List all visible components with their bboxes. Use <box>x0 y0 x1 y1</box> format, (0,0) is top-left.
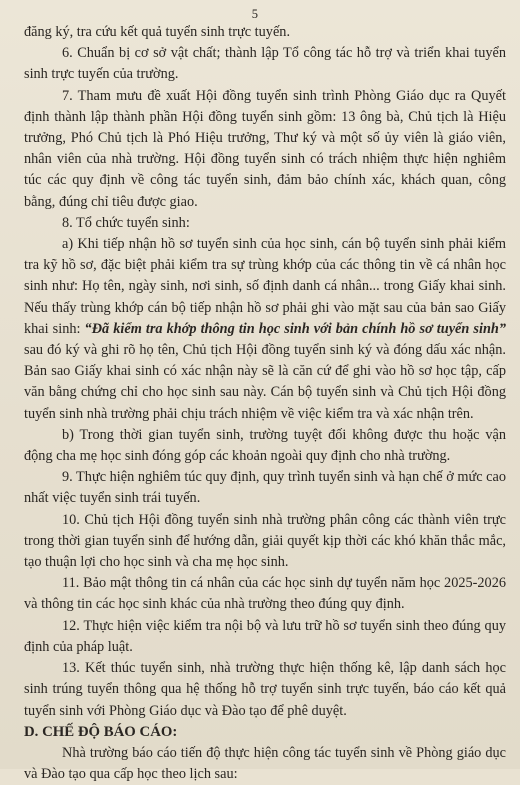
section-d-paragraph: Nhà trường báo cáo tiến độ thực hiện công tác tuyển sinh về Phòng giáo dục và Đào tạo qua cấp học theo lịch sau: <box>24 744 506 783</box>
page-number: 5 <box>251 7 258 21</box>
paragraph-item-12: 12. Thực hiện việc kiểm tra nội bộ và lưu trữ hồ sơ tuyển sinh theo đúng quy định của pháp luật. <box>24 617 506 655</box>
paragraph-item-8a-emphasis: “Đã kiểm tra khớp thông tin học sinh với bản chính hồ sơ tuyển sinh” <box>84 320 507 337</box>
paragraph-item-7: 7. Tham mưu đề xuất Hội đồng tuyển sinh trình Phòng Giáo dục ra Quyết định thành lập thành phần Hội đồng tuyển sinh gồm: 13 ông bà, Chủ tịch là Hiệu trưởng, Phó Chủ tịch là Phó Hiệu trưởng, Thư ký và một số ủy viên là giáo viên, nhân viên của nhà trường. Hội đồng tuyển sinh có trách nhiệm thực hiện nghiêm túc các quy định về công tác tuyển sinh, đảm bảo chính xác, khách quan, công bằng, đúng chỉ tiêu được giao. <box>24 87 506 210</box>
paragraph-item-9: 9. Thực hiện nghiêm túc quy định, quy trình tuyển sinh và hạn chế ở mức cao nhất việc tuyển sinh trái tuyến. <box>24 469 506 507</box>
paragraph-item-8a-text-start: a) Khi tiếp nhận hồ sơ tuyển sinh của học sinh, cán bộ tuyển sinh phải kiểm tra kỹ hồ sơ, đặc biệt phải kiểm tra sự trùng khớp của các thông tin về cá nhân học sinh như: Họ tên, ngày sinh, nơi sinh, số định danh cá nhân... trong Giấy khai sinh. Nếu thấy trùng khớp cán bộ tiếp nhận hồ sơ phải ghi vào mặt sau của bản sao Giấy khai sinh: <box>24 236 506 337</box>
paragraph-item-8: 8. Tổ chức tuyển sinh: <box>62 214 190 231</box>
paragraph-item-10: 10. Chủ tịch Hội đồng tuyển sinh nhà trường phân công các thành viên trực trong thời gian tuyển sinh để hướng dẫn, giải quyết kịp thời các khó khăn thắc mắc, tạo thuận lợi cho học sinh và cha mẹ học sinh. <box>24 511 506 571</box>
paragraph-item-8a-text-end: sau đó ký và ghi rõ họ tên, Chủ tịch Hội đồng tuyển sinh ký và đóng dấu xác nhận. Bản sao Giấy khai sinh có xác nhận này sẽ là căn cứ để ghi vào hồ sơ học tập, cấp văn bằng chứng chỉ cho học sinh sau này. Cán bộ tuyển sinh và Chủ tịch Hội đồng tuyển sinh nhà trường phải chịu trách nhiệm về việc kiểm tra và xác nhận trên. <box>24 342 506 422</box>
paragraph-continuation: đăng ký, tra cứu kết quả tuyển sinh trực tuyến. <box>24 24 291 40</box>
paragraph-item-6: 6. Chuẩn bị cơ sở vật chất; thành lập Tổ công tác hỗ trợ và triển khai tuyển sinh trực tuyến của trường. <box>24 45 506 83</box>
paragraph-item-8a <box>24 234 506 425</box>
paragraph-item-13: 13. Kết thúc tuyển sinh, nhà trường thực hiện thống kê, lập danh sách học sinh trúng tuyển thông qua hệ thống hỗ trợ tuyển sinh trực tuyến, báo cáo kết quả tuyển sinh với Phòng Giáo dục và Đào tạo để phê duyệt. <box>24 660 506 719</box>
paragraph-item-11: 11. Bảo mật thông tin cá nhân của các học sinh dự tuyển năm học 2025-2026 và thông tin các học sinh khác của nhà trường theo đúng quy định. <box>24 575 506 613</box>
paragraph-item-8b: b) Trong thời gian tuyển sinh, trường tuyệt đối không được thu hoặc vận động cha mẹ học sinh đóng góp các khoản ngoài quy định cho nhà trường. <box>24 426 506 465</box>
section-d-heading: D. CHẾ ĐỘ BÁO CÁO: <box>24 723 178 740</box>
